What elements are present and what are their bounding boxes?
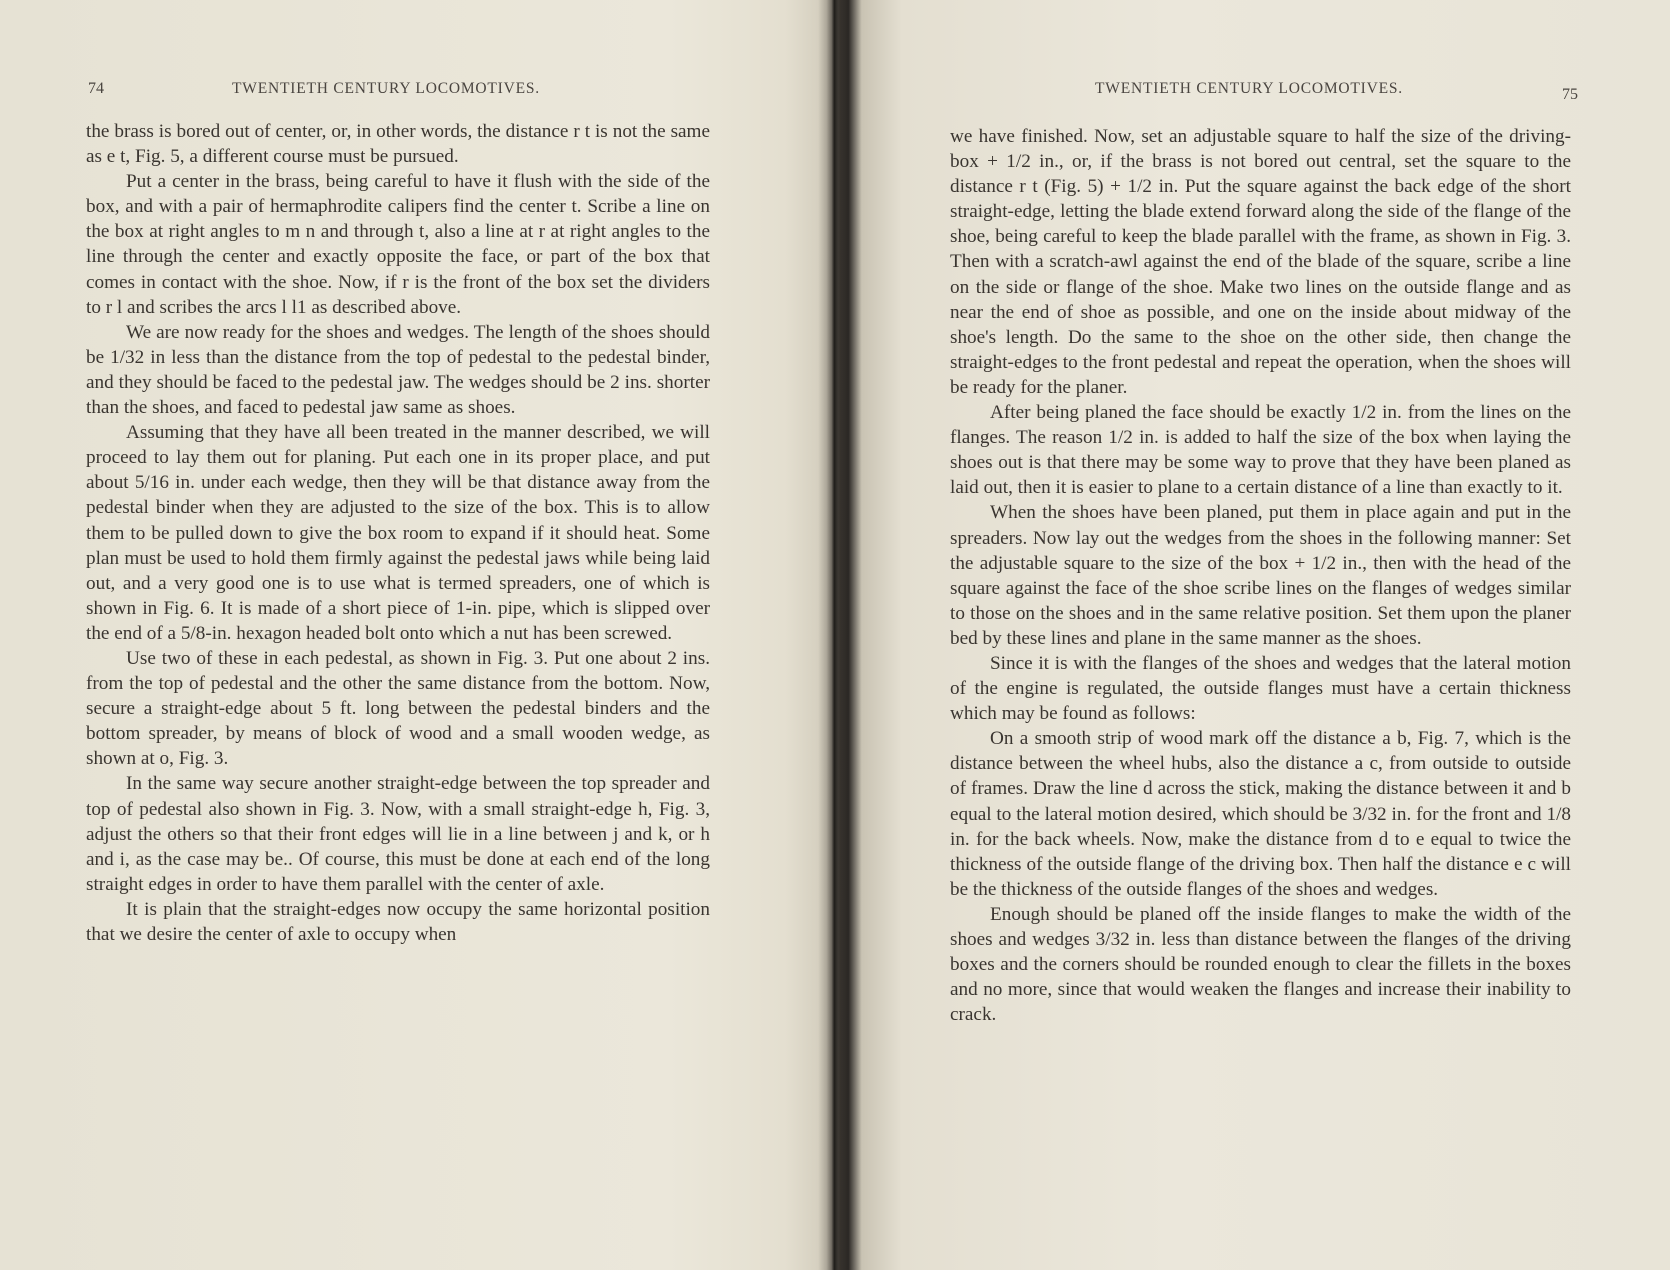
page-number: 74	[88, 80, 104, 97]
paragraph: we have finished. Now, set an adjustable square to half the size of the driving-box + 1/2 in., or, if the brass is not bored out central, set the square to the distance r t (Fig. 5) + 1/2 in. Put the square against the back edge of the short straight-edge, letting the blade extend forward along the side of the flange of the shoe, being careful to keep the blade parallel with the frame, as shown in Fig. 3. Then with a scratch-awl against the end of the blade of the square, scribe a line on the side or flange of the shoe. Make two lines on the outside flange and as near the end of shoe as possible, and one on the inside about midway of the shoe's length. Do the same to the shoe on the other side, then change the straight-edges to the front pedestal and repeat the operation, when the shoes will be ready for the planer.	[950, 126, 1571, 398]
running-head: TWENTIETH CENTURY LOCOMOTIVES.	[1095, 80, 1403, 97]
book-gutter	[818, 0, 848, 1270]
paragraph: After being planed the face should be exactly 1/2 in. from the lines on the flanges. The reason 1/2 in. is added to half the size of the box when laying the shoes out is that there may be some way to prove that they have been planed as laid out, then it is easier to plane to a certain distance of a line than exactly to it.	[950, 402, 1571, 499]
paragraph: It is plain that the straight-edges now occupy the same horizontal position that we desire the center of axle to occupy when	[86, 898, 710, 945]
paragraph: In the same way secure another straight-edge between the top spreader and top of pedestal also shown in Fig. 3. Now, with a small straight-edge h, Fig. 3, adjust the others so that their front edges will lie in a line between j and k, or h and i, as the case may be.. Of course, this must be done at each end of the long straight edges in order to have them parallel with the center of axle.	[86, 773, 710, 895]
paragraph: On a smooth strip of wood mark off the distance a b, Fig. 7, which is the distance between the wheel hubs, also the distance a c, from outside to outside of frames. Draw the line d across the stick, making the distance between it and b equal to the lateral motion desired, which should be 3/32 in. for the front and 1/8 in. for the back wheels. Now, make the distance from d to e equal to twice the thickness of the outside flange of the driving box. Then half the distance e c will be the thickness of the outside flanges of the shoes and wedges.	[950, 728, 1571, 900]
page-body	[86, 119, 710, 947]
running-head: TWENTIETH CENTURY LOCOMOTIVES.	[232, 80, 540, 97]
left-page	[0, 0, 820, 1270]
page-number: 75	[1562, 86, 1578, 103]
page-body	[950, 124, 1571, 1027]
paragraph: Use two of these in each pedestal, as shown in Fig. 3. Put one about 2 ins. from the top of pedestal and the other the same distance from the bottom. Now, secure a straight-edge about 5 ft. long between the pedestal binders and the bottom spreader, by means of block of wood and a small wooden wedge, as shown at o, Fig. 3.	[86, 647, 710, 770]
right-page	[850, 0, 1670, 1270]
paragraph: the brass is bored out of center, or, in other words, the distance r t is not the same as e t, Fig. 5, a different course must be pursued.	[86, 121, 710, 168]
paragraph: Assuming that they have all been treated in the manner described, we will proceed to lay them out for planing. Put each one in its proper place, and put about 5/16 in. under each wedge, then they will be that distance away from the pedestal binder when they are adjusted to the size of the box. This is to allow them to be pulled down to give the box room to expand if it should heat. Some plan must be used to hold them firmly against the pedestal jaws while being laid out, and a very good one is to use what is termed spreaders, one of which is shown in Fig. 6. It is made of a short piece of 1-in. pipe, which is slipped over the end of a 5/8-in. hexagon headed bolt onto which a nut has been screwed.	[86, 422, 710, 644]
paragraph: When the shoes have been planed, put them in place again and put in the spreaders. Now lay out the wedges from the shoes in the following manner: Set the adjustable square to the size of the box + 1/2 in., then with the head of the square against the face of the shoe scribe lines on the flanges of wedges similar to those on the shoes and in the same relative position. Set them upon the planer bed by these lines and plane in the same manner as the shoes.	[950, 502, 1571, 649]
paragraph: Put a center in the brass, being careful to have it flush with the side of the box, and with a pair of hermaphrodite calipers find the center t. Scribe a line on the box at right angles to m n and through t, also a line at r at right angles to the line through the center and exactly opposite the face, or part of the box that comes in contact with the shoe. Now, if r is the front of the box set the dividers to r l and scribes the arcs l l1 as described above.	[86, 171, 710, 318]
paragraph: Enough should be planed off the inside flanges to make the width of the shoes and wedges 3/32 in. less than distance between the flanges of the driving boxes and the corners should be rounded enough to clear the fillets in the boxes and no more, since that would weaken the flanges and increase their inability to crack.	[950, 903, 1571, 1026]
paragraph: Since it is with the flanges of the shoes and wedges that the lateral motion of the engine is regulated, the outside flanges must have a certain thickness which may be found as follows:	[950, 652, 1571, 725]
paragraph: We are now ready for the shoes and wedges. The length of the shoes should be 1/32 in less than the distance from the top of pedestal to the pedestal binder, and they should be faced to the pedestal jaw. The wedges should be 2 ins. shorter than the shoes, and faced to pedestal jaw same as shoes.	[86, 321, 710, 419]
